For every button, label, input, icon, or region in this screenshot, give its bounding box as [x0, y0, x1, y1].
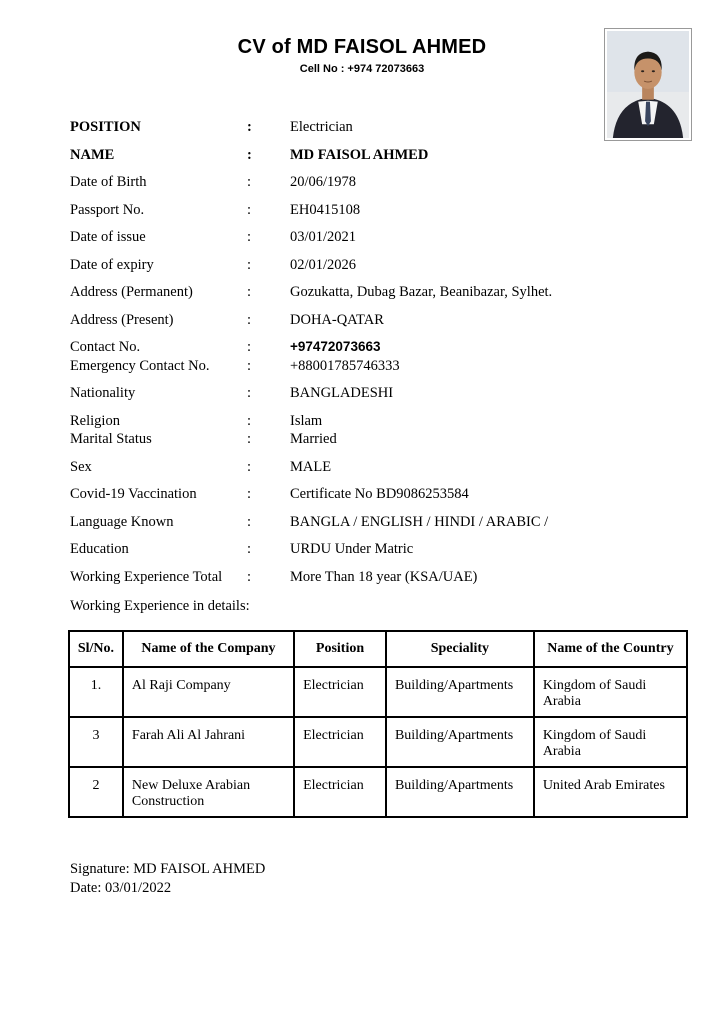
- field-colon: :: [247, 458, 252, 475]
- table-cell-company: Al Raji Company: [123, 667, 294, 717]
- field-colon: :: [247, 284, 252, 300]
- experience-table: [68, 630, 688, 818]
- date-line: Date: 03/01/2022: [70, 880, 172, 896]
- table-row: [69, 767, 687, 817]
- table-cell-sl: 2: [69, 767, 123, 817]
- field-value: MALE: [290, 458, 332, 475]
- field-label: Passport No.: [70, 201, 145, 218]
- field-colon: :: [247, 174, 252, 190]
- field-row-working-experience-total: [70, 568, 590, 586]
- field-label: NAME: [70, 146, 115, 163]
- field-label: Date of issue: [70, 229, 146, 245]
- cell-number-line: Cell No : +974 72073663: [299, 63, 425, 75]
- working-experience-details-heading: Working Experience in details:: [70, 598, 250, 614]
- table-cell-speciality: Building/Apartments: [386, 717, 534, 767]
- field-value: 02/01/2026: [290, 256, 357, 273]
- field-label: Date of expiry: [70, 256, 154, 273]
- table-row: [69, 667, 687, 717]
- field-row-nationality: [70, 384, 590, 402]
- table-cell-position: Electrician: [294, 767, 386, 817]
- field-row-covid-vaccination: [70, 485, 590, 503]
- field-row-address-present: [70, 311, 590, 329]
- field-row-emergency-contact-no: [70, 357, 590, 375]
- table-cell-sl: 1.: [69, 667, 123, 717]
- field-row-address-permanent: [70, 283, 590, 301]
- field-value: 20/06/1978: [290, 174, 357, 190]
- field-label: POSITION: [70, 119, 141, 135]
- field-row-passport-no: [70, 201, 590, 219]
- table-cell-country: Kingdom of Saudi Arabia: [534, 667, 687, 717]
- table-row: [69, 717, 687, 767]
- field-colon: :: [247, 541, 252, 557]
- table-cell-position: Electrician: [294, 717, 386, 767]
- field-row-contact-no: [70, 338, 590, 356]
- field-label: Language Known: [70, 513, 174, 530]
- field-colon: :: [247, 256, 252, 273]
- field-row-date-of-birth: [70, 173, 590, 191]
- field-label: Date of Birth: [70, 174, 147, 190]
- field-colon: :: [247, 146, 252, 163]
- field-value: +88001785746333: [290, 357, 400, 374]
- field-value: EH0415108: [290, 201, 361, 218]
- field-value: MD FAISOL AHMED: [290, 146, 429, 163]
- field-colon: :: [247, 119, 252, 135]
- signature-line: Signature: MD FAISOL AHMED: [70, 861, 266, 877]
- table-cell-sl: 3: [69, 717, 123, 767]
- field-row-education: [70, 540, 590, 558]
- page-title: CV of MD FAISOL AHMED: [237, 36, 487, 58]
- field-value: Married: [290, 431, 337, 447]
- field-row-date-of-expiry: [70, 256, 590, 274]
- field-colon: :: [247, 568, 252, 585]
- field-label: Marital Status: [70, 431, 152, 447]
- field-value: Islam: [290, 412, 323, 429]
- cv-fields: [70, 118, 590, 595]
- field-row-name: [70, 146, 590, 164]
- field-colon: :: [247, 229, 252, 245]
- field-value: 03/01/2021: [290, 229, 357, 245]
- table-cell-speciality: Building/Apartments: [386, 667, 534, 717]
- portrait-photo: [604, 28, 692, 141]
- field-label: Emergency Contact No.: [70, 357, 210, 374]
- field-value: DOHA-QATAR: [290, 311, 384, 328]
- field-value: Certificate No BD9086253584: [290, 486, 469, 502]
- field-label: Sex: [70, 458, 92, 475]
- portrait-photo-image: [607, 31, 689, 138]
- table-header-row: [69, 631, 687, 667]
- field-colon: :: [247, 339, 252, 355]
- field-colon: :: [247, 412, 252, 429]
- field-colon: :: [247, 513, 252, 530]
- header-cell-speciality: Speciality: [386, 631, 534, 667]
- field-label: Address (Permanent): [70, 284, 193, 300]
- field-value: BANGLADESHI: [290, 385, 394, 401]
- field-value: Gozukatta, Dubag Bazar, Beanibazar, Sylhet.: [290, 284, 553, 300]
- table-cell-position: Electrician: [294, 667, 386, 717]
- field-value: BANGLA / ENGLISH / HINDI / ARABIC /: [290, 513, 549, 530]
- field-row-marital-status: [70, 430, 590, 448]
- field-value: +97472073663: [290, 339, 381, 354]
- field-colon: :: [247, 431, 252, 447]
- field-value: URDU Under Matric: [290, 541, 414, 557]
- field-value: Electrician: [290, 119, 353, 135]
- field-colon: :: [247, 311, 252, 328]
- header-cell-country: Name of the Country: [534, 631, 687, 667]
- field-label: Nationality: [70, 385, 136, 401]
- header-cell-position: Position: [294, 631, 386, 667]
- field-row-sex: [70, 458, 590, 476]
- table-cell-country: Kingdom of Saudi Arabia: [534, 717, 687, 767]
- document-footer: [70, 860, 265, 898]
- table-cell-country: United Arab Emirates: [534, 767, 687, 817]
- field-value: More Than 18 year (KSA/UAE): [290, 568, 478, 585]
- field-row-position: [70, 118, 590, 136]
- field-colon: :: [247, 201, 252, 218]
- field-label: Religion: [70, 412, 120, 429]
- table-cell-speciality: Building/Apartments: [386, 767, 534, 817]
- field-row-religion: [70, 412, 590, 430]
- table-cell-company: Farah Ali Al Jahrani: [123, 717, 294, 767]
- field-label: Address (Present): [70, 311, 174, 328]
- field-colon: :: [247, 486, 252, 502]
- header-cell-company: Name of the Company: [123, 631, 294, 667]
- field-colon: :: [247, 385, 252, 401]
- field-label: Contact No.: [70, 339, 141, 355]
- field-colon: :: [247, 357, 252, 374]
- field-label: Covid-19 Vaccination: [70, 486, 197, 502]
- header-cell-sl-no: Sl/No.: [69, 631, 123, 667]
- table-cell-company: New Deluxe Arabian Construction: [123, 767, 294, 817]
- field-row-date-of-issue: [70, 228, 590, 246]
- field-row-language-known: [70, 513, 590, 531]
- field-label: Education: [70, 541, 129, 557]
- field-label: Working Experience Total: [70, 568, 223, 585]
